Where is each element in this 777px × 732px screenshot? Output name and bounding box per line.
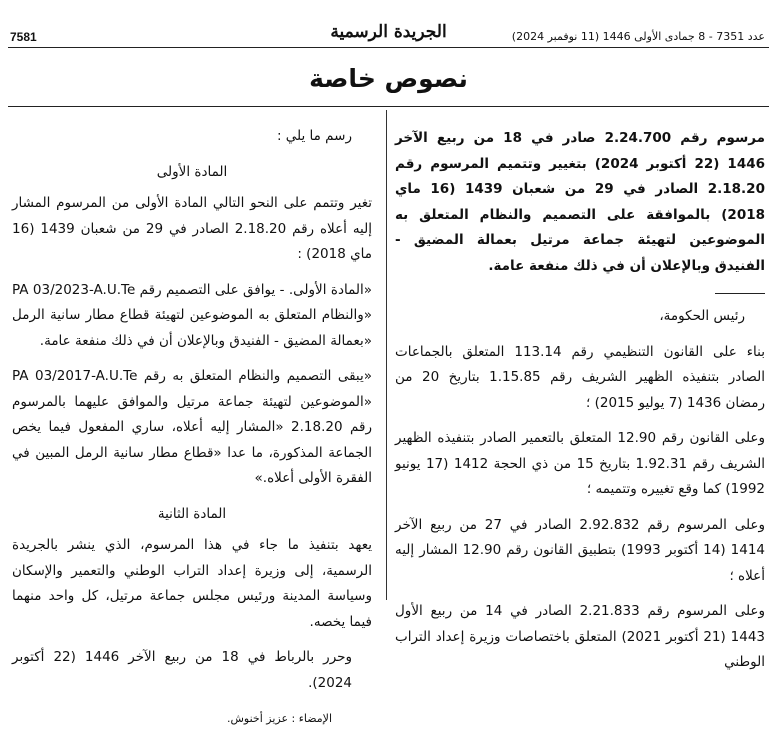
column-separator <box>386 110 387 600</box>
article1-intro: تغير وتتمم على النحو التالي المادة الأولى من المرسوم المشار إليه أعلاه رقم 2.18.20 الصادر في 29 من شعبان 1439 (16 ماي 2018) : <box>12 195 372 262</box>
page-header <box>0 0 777 48</box>
intro-line: رسم ما يلي : <box>276 128 352 144</box>
article2-text: يعهد بتنفيذ ما جاء في هذا المرسوم، الذي ينشر بالجريدة الرسمية، إلى وزيرة إعداد التراب الوطني والتعمير والإسكان وسياسة المدينة ورئيس مجلس جماعة مرتيل، كل واحد منهما فيما يخصه. <box>12 537 372 630</box>
quote2: «يبقى التصميم والنظام المتعلق به رقم PA 03/2017-A.U.Te «الموضوعين لتهيئة جماعة مرتيل والموافق عليهما بالمرسوم رقم 2.18.20 «المشار إليه أعلاه، ساري المفعول فيما يخص الجماعة المذكورة، ما عدا «قطاع مطار سانية الرمل المبين في الفقرة الأولى أعلاه.» <box>12 368 372 486</box>
section-title: نصوص خاصة <box>309 64 468 93</box>
title-rule <box>8 106 769 107</box>
heading-divider <box>715 293 765 294</box>
paragraph: بناء على القانون التنظيمي رقم 113.14 المتعلق بالجماعات الصادر بتنفيذه الظهير الشريف رقم 1.15.85 بتاريخ 20 من رمضان 1436 (7 يوليو 2015) ؛ <box>395 343 765 411</box>
left-column <box>12 110 372 732</box>
right-column <box>395 110 765 686</box>
journal-name: الجريدة الرسمية <box>330 22 447 42</box>
decree-heading: مرسوم رقم 2.24.700 صادر في 18 من ربيع الآخر 1446 (22 أكتوبر 2024) بتغيير وتتميم المرسوم رقم 2.18.20 الصادر في 29 من شعبان 1439 (16 ماي 2018) بالموافقة على التصميم والنظام المتعلق به الموضوعين لتهيئة جماعة مرتيل بعمالة المضيق - الفنيدق وبالإعلان أن في ذلك منفعة عامة. <box>395 130 765 274</box>
signature: الإمضاء : عزيز أخنوش. <box>226 712 332 725</box>
quote1: «المادة الأولى. - يوافق على التصميم رقم PA 03/2023-A.U.Te «والنظام المتعلق به الموضوعين لتهيئة قطاع مطار سانية الرمل «بعمالة المضيق - الفنيدق وبالإعلان أن في ذلك منفعة عامة. <box>12 281 372 349</box>
article2-heading: المادة الثانية <box>157 505 227 522</box>
closing-line: وحرر بالرباط في 18 من ربيع الآخر 1446 (22 أكتوبر 2024). <box>12 649 353 691</box>
salutation: رئيس الحكومة، <box>659 308 745 324</box>
article1-heading: المادة الأولى <box>156 163 228 180</box>
paragraph: وعلى القانون رقم 12.90 المتعلق بالتعمير الصادر بتنفيذه الظهير الشريف رقم 1.92.31 بتاريخ 15 من ذي الحجة 1412 (17 يونيو 1992) كما وقع تغييره وتتميمه ؛ <box>395 430 765 497</box>
paragraph: وعلى المرسوم رقم 2.92.832 الصادر في 27 من ربيع الآخر 1414 (14 أكتوبر 1993) بتطبيق القانون رقم 12.90 المشار إليه أعلاه ؛ <box>395 516 766 584</box>
header-rule <box>8 47 769 48</box>
page-number: 7581 <box>10 30 37 44</box>
paragraph: وعلى المرسوم رقم 2.21.833 الصادر في 14 من ربيع الأول 1443 (21 أكتوبر 2021) المتعلق باختصاصات وزيرة إعداد التراب الوطني <box>395 603 766 670</box>
issue-line: عدد 7351 - 8 جمادى الأولى 1446 (11 نوفمبر 2024) <box>511 30 765 43</box>
